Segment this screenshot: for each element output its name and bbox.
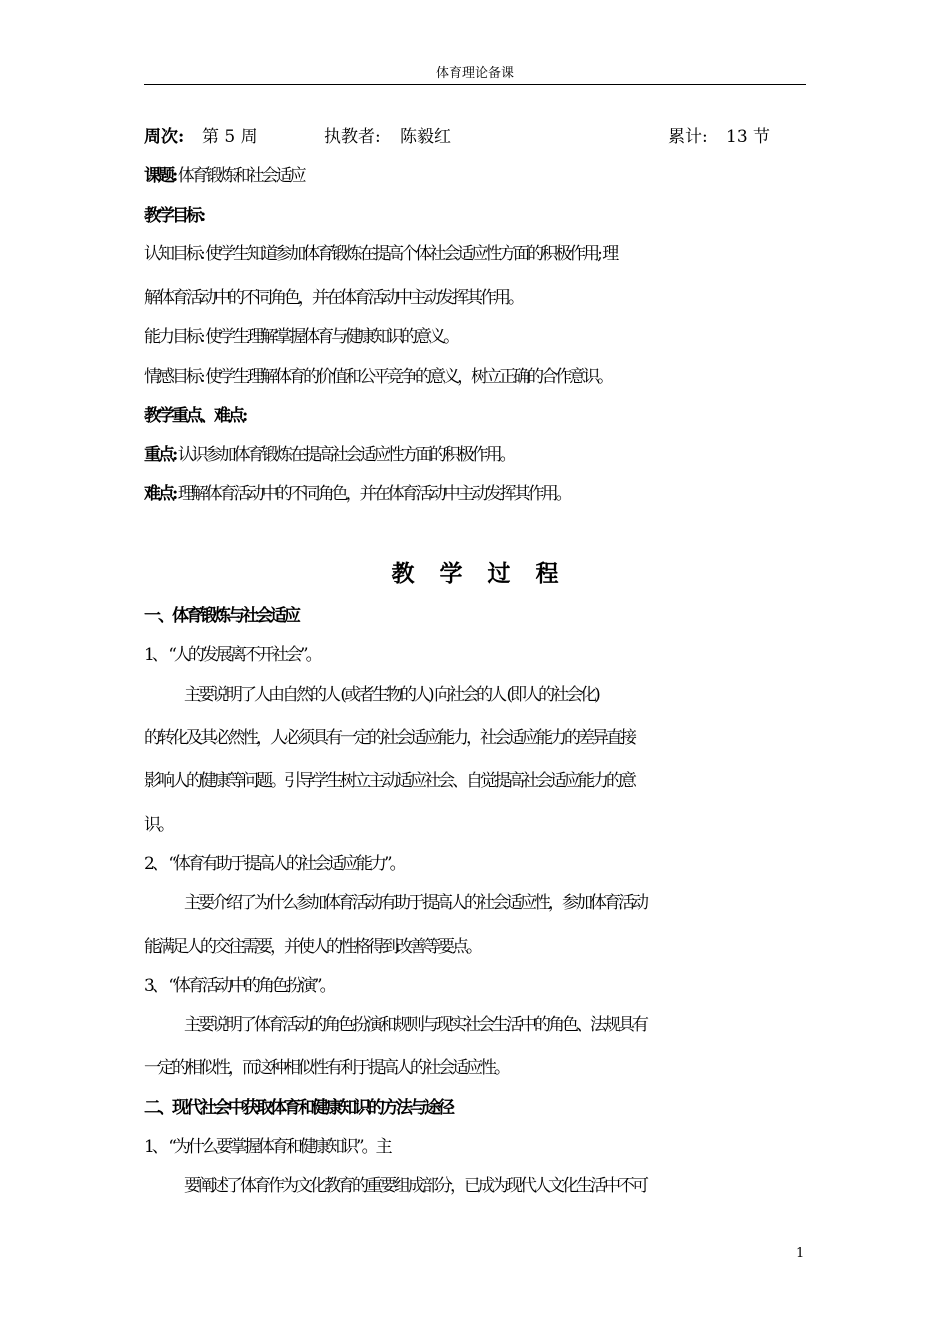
- cognitive-objective-line2: 解体育活动中的不同角色，并在体育活动中主动发挥其作用。: [144, 288, 522, 308]
- section1-item1-para-line1: 主要说明了人由自然的人 (或者生物的人) 向社会的人 (即人的社会化): [184, 685, 598, 705]
- topic-label: 课题:: [144, 166, 176, 186]
- section1-item2-para-line2: 能满足人的交往需要，并使人的性格得到改善等要点。: [144, 937, 480, 957]
- section2-heading: 二、现代社会中获取体育和健康知识的方法与途径: [144, 1098, 452, 1118]
- week-value: 第 5 周: [202, 127, 258, 147]
- topic-value: 体育锻炼和社会适应: [177, 166, 304, 186]
- section1-item1-para-line4: 识。: [144, 815, 172, 835]
- page-number: 1: [796, 1246, 805, 1261]
- section1-item2-para-line1: 主要介绍了为什么参加体育活动有助于提高人的社会适应性，参加体育活动: [184, 893, 646, 913]
- cognitive-objective-line1: 认知目标: 使学生知道参加体育锻炼在提高个体社会适应性方面的积极作用; 理: [144, 244, 617, 264]
- teacher-value: 陈毅红: [400, 127, 451, 147]
- emotion-objective: 情感目标: 使学生理解体育的价值和公平竞争的意义，树立正确的合作意识。: [144, 367, 612, 387]
- section1-item1-para-line3: 影响人的健康等问题。引导学生树立主动适应社会、自觉提高社会适应能力的意: [144, 771, 634, 791]
- key-point-label: 重点:: [144, 445, 176, 465]
- page-header-title: 体育理论备课: [435, 66, 514, 81]
- section1-item1: 1、 “人的发展离不开社会”。: [144, 645, 320, 665]
- difficult-point-text: 理解体育活动中的不同角色，并在体育活动中主动发挥其作用。: [177, 484, 570, 504]
- header-divider: [144, 84, 806, 85]
- process-title: 教学过程: [391, 560, 584, 587]
- section1-item3: 3、 “体育活动中的角色扮演”。: [144, 976, 334, 996]
- section1-heading: 一、体育锻炼与社会适应: [144, 606, 298, 626]
- difficult-point-line: [144, 482, 814, 506]
- objectives-heading: 教学目标:: [144, 206, 204, 226]
- section2-item1: 1、 “为什么要掌握体育和健康知识”。主: [144, 1137, 390, 1157]
- total-label: 累计:: [668, 127, 708, 147]
- topic-line: [144, 164, 814, 188]
- week-label: 周次:: [144, 127, 185, 147]
- total-value: 13 节: [726, 127, 771, 147]
- section1-item2: 2、 “体育有助于提高人的社会适应能力”。: [144, 854, 404, 874]
- key-points-heading: 教学重点、难点:: [144, 406, 246, 426]
- teacher-label: 执教者:: [324, 127, 381, 147]
- ability-objective: 能力目标: 使学生理解掌握体育与健康知识的意义。: [144, 327, 458, 347]
- section2-item1-para-line1: 要阐述了体育作为文化教育的重要组成部分，已成为现代人文化生活中不可: [184, 1176, 646, 1196]
- key-point-line: [144, 443, 814, 467]
- difficult-point-label: 难点:: [144, 484, 176, 504]
- section1-item3-para-line2: 一定的相似性，而这种相似性有利于提高人的社会适应性。: [144, 1058, 508, 1078]
- section1-item3-para-line1: 主要说明了体育活动的角色扮演和规则与现实社会生活中的角色、法规具有: [184, 1015, 646, 1035]
- section1-item1-para-line2: 的转化及其必然性，人必须具有一定的社会适应能力，社会适应能力的差异直接: [144, 728, 634, 748]
- key-point-text: 认识参加体育锻炼在提高社会适应性方面的积极作用。: [177, 445, 514, 465]
